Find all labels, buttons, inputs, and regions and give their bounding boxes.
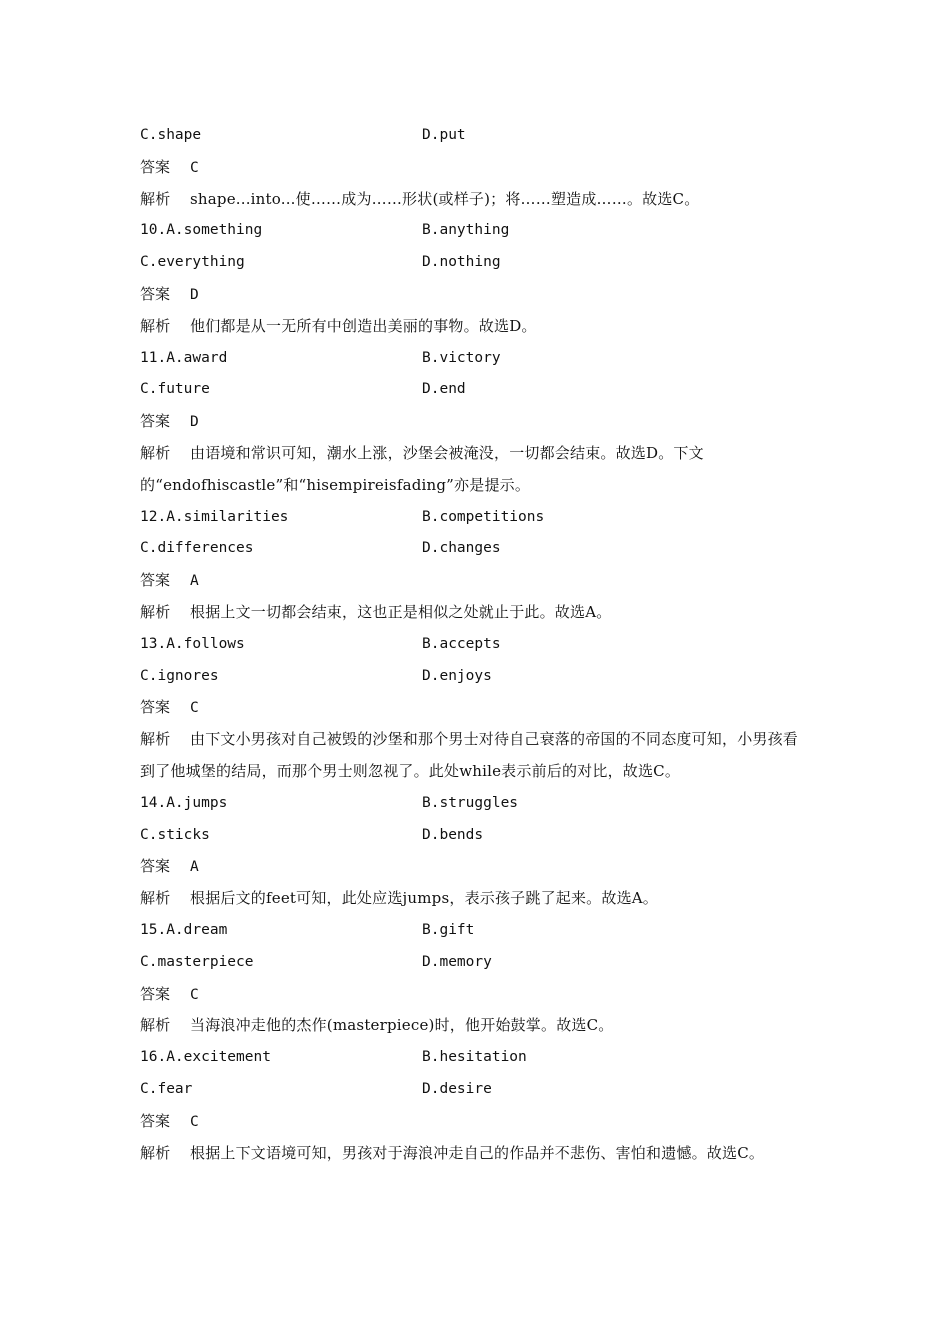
option-left: 16.A.excitement xyxy=(140,1049,271,1066)
option-left: C.masterpiece xyxy=(140,953,254,970)
option-right: B.anything xyxy=(422,222,510,239)
answer-value: C xyxy=(190,1113,199,1130)
options-row xyxy=(140,247,812,279)
answer-value: C xyxy=(190,700,199,717)
options-row xyxy=(140,820,812,852)
answer-label: 答案 xyxy=(140,984,171,1003)
explanation-label: 解析 xyxy=(140,316,171,335)
options-row xyxy=(140,629,812,661)
option-left: C.differences xyxy=(140,540,254,557)
answer-label: 答案 xyxy=(140,1111,171,1130)
option-right: D.end xyxy=(422,381,466,398)
answer-line xyxy=(140,692,812,724)
explanation-text: shape...into...使……成为……形状(或样子)；将……塑造成……。故选C。 xyxy=(190,189,700,208)
option-left: 10.A.something xyxy=(140,222,263,239)
option-right: D.desire xyxy=(422,1080,492,1097)
answer-value: A xyxy=(190,573,199,590)
option-right: B.competitions xyxy=(422,508,545,525)
answer-label: 答案 xyxy=(140,571,171,590)
answer-value: D xyxy=(190,286,199,303)
explanation-label: 解析 xyxy=(140,602,171,621)
explanation-line xyxy=(140,438,812,502)
option-right: D.bends xyxy=(422,826,484,843)
option-left: 15.A.dream xyxy=(140,921,228,938)
option-left: 12.A.similarities xyxy=(140,508,289,525)
answer-line xyxy=(140,406,812,438)
explanation-text: 由语境和常识可知，潮水上涨，沙堡会被淹没，一切都会结束。故选D。下文的“endofhiscastle”和“hisempireisfading”亦是提示。 xyxy=(140,443,704,494)
answer-value: D xyxy=(190,414,199,431)
explanation-label: 解析 xyxy=(140,1143,171,1162)
explanation-line xyxy=(140,1138,812,1170)
options-row xyxy=(140,533,812,565)
explanation-label: 解析 xyxy=(140,189,171,208)
answer-label: 答案 xyxy=(140,698,171,717)
explanation-text: 根据上下文语境可知，男孩对于海浪冲走自己的作品并不悲伤、害怕和遗憾。故选C。 xyxy=(190,1143,765,1162)
option-left: C.fear xyxy=(140,1080,193,1097)
explanation-label: 解析 xyxy=(140,443,171,462)
option-left: C.shape xyxy=(140,127,202,143)
answer-value: A xyxy=(190,859,199,876)
options-row xyxy=(140,1074,812,1106)
option-right: B.struggles xyxy=(422,794,519,811)
explanation-text: 他们都是从一无所有中创造出美丽的事物。故选D。 xyxy=(190,316,537,335)
answer-value: C xyxy=(190,159,199,176)
explanation-line xyxy=(140,883,812,915)
options-row xyxy=(140,915,812,947)
options-row xyxy=(140,120,812,152)
option-left: C.everything xyxy=(140,254,245,271)
options-row xyxy=(140,343,812,375)
answer-line xyxy=(140,1106,812,1138)
document-page xyxy=(140,120,812,1169)
option-right: B.hesitation xyxy=(422,1049,527,1066)
options-row xyxy=(140,661,812,693)
option-left: 14.A.jumps xyxy=(140,794,228,811)
option-right: B.gift xyxy=(422,921,475,938)
explanation-line xyxy=(140,597,812,629)
explanation-text: 根据后文的feet可知，此处应选jumps，表示孩子跳了起来。故选A。 xyxy=(190,889,659,908)
option-right: D.changes xyxy=(422,540,501,557)
explanation-line xyxy=(140,1010,812,1042)
explanation-line xyxy=(140,184,812,216)
options-row xyxy=(140,502,812,534)
option-right: D.memory xyxy=(422,953,492,970)
answer-label: 答案 xyxy=(140,857,171,876)
options-row xyxy=(140,215,812,247)
answer-line xyxy=(140,279,812,311)
option-left: 13.A.follows xyxy=(140,635,245,652)
answer-value: C xyxy=(190,986,199,1003)
option-right: B.victory xyxy=(422,349,501,366)
options-row xyxy=(140,1042,812,1074)
answer-line xyxy=(140,152,812,184)
answer-label: 答案 xyxy=(140,284,171,303)
option-left: C.future xyxy=(140,381,210,398)
explanation-label: 解析 xyxy=(140,889,171,908)
option-right: D.nothing xyxy=(422,254,501,271)
option-right: B.accepts xyxy=(422,635,501,652)
option-left: C.sticks xyxy=(140,826,210,843)
answer-line xyxy=(140,979,812,1011)
answer-line xyxy=(140,851,812,883)
option-left: C.ignores xyxy=(140,667,219,684)
explanation-text: 由下文小男孩对自己被毁的沙堡和那个男士对待自己衰落的帝国的不同态度可知，小男孩看到了他城堡的结局，而那个男士则忽视了。此处while表示前后的对比，故选C。 xyxy=(140,730,799,780)
option-right: D.enjoys xyxy=(422,667,492,684)
explanation-text: 当海浪冲走他的杰作(masterpiece)时，他开始鼓掌。故选C。 xyxy=(190,1016,614,1035)
explanation-label: 解析 xyxy=(140,1016,171,1035)
explanation-line xyxy=(140,724,812,788)
answer-label: 答案 xyxy=(140,157,171,176)
option-left: 11.A.award xyxy=(140,349,228,366)
answer-line xyxy=(140,565,812,597)
options-row xyxy=(140,374,812,406)
explanation-line xyxy=(140,311,812,343)
options-row xyxy=(140,788,812,820)
explanation-text: 根据上文一切都会结束，这也正是相似之处就止于此。故选A。 xyxy=(190,602,612,621)
explanation-label: 解析 xyxy=(140,730,171,749)
options-row xyxy=(140,947,812,979)
answer-label: 答案 xyxy=(140,412,171,431)
option-right: D.put xyxy=(422,127,466,143)
